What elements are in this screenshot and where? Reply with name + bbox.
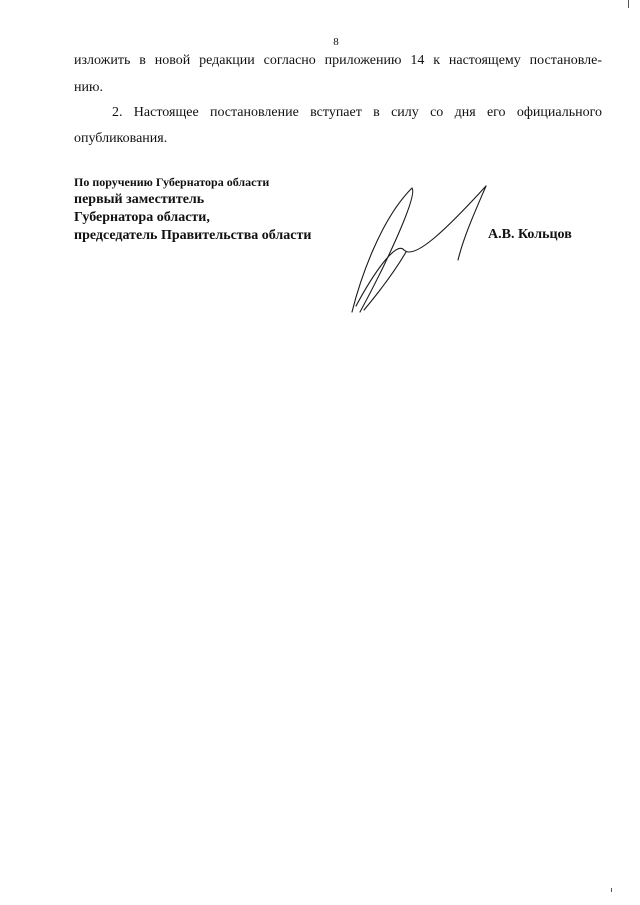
signature-block-line-3: Губернатора области, (74, 210, 210, 225)
signature-block-line-4: председатель Правительства области (74, 228, 312, 243)
body-text-line-2: нию. (74, 80, 103, 95)
body-text-line-1: изложить в новой редакции согласно приложению 14 к настоящему постановле- (74, 53, 602, 68)
signatory-name: А.В. Кольцов (488, 227, 572, 242)
signature-block-line-1: По поручению Губернатора области (74, 175, 270, 189)
handwritten-signature (340, 176, 500, 316)
body-text-line-4: опубликования. (74, 131, 168, 146)
signature-block-line-2: первый заместитель (74, 192, 205, 207)
edge-mark-bottom (611, 888, 612, 892)
page-number: 8 (333, 36, 339, 48)
edge-mark-top (628, 0, 629, 8)
body-text-line-3: 2. Настоящее постановление вступает в силу со дня его официального (112, 105, 602, 120)
